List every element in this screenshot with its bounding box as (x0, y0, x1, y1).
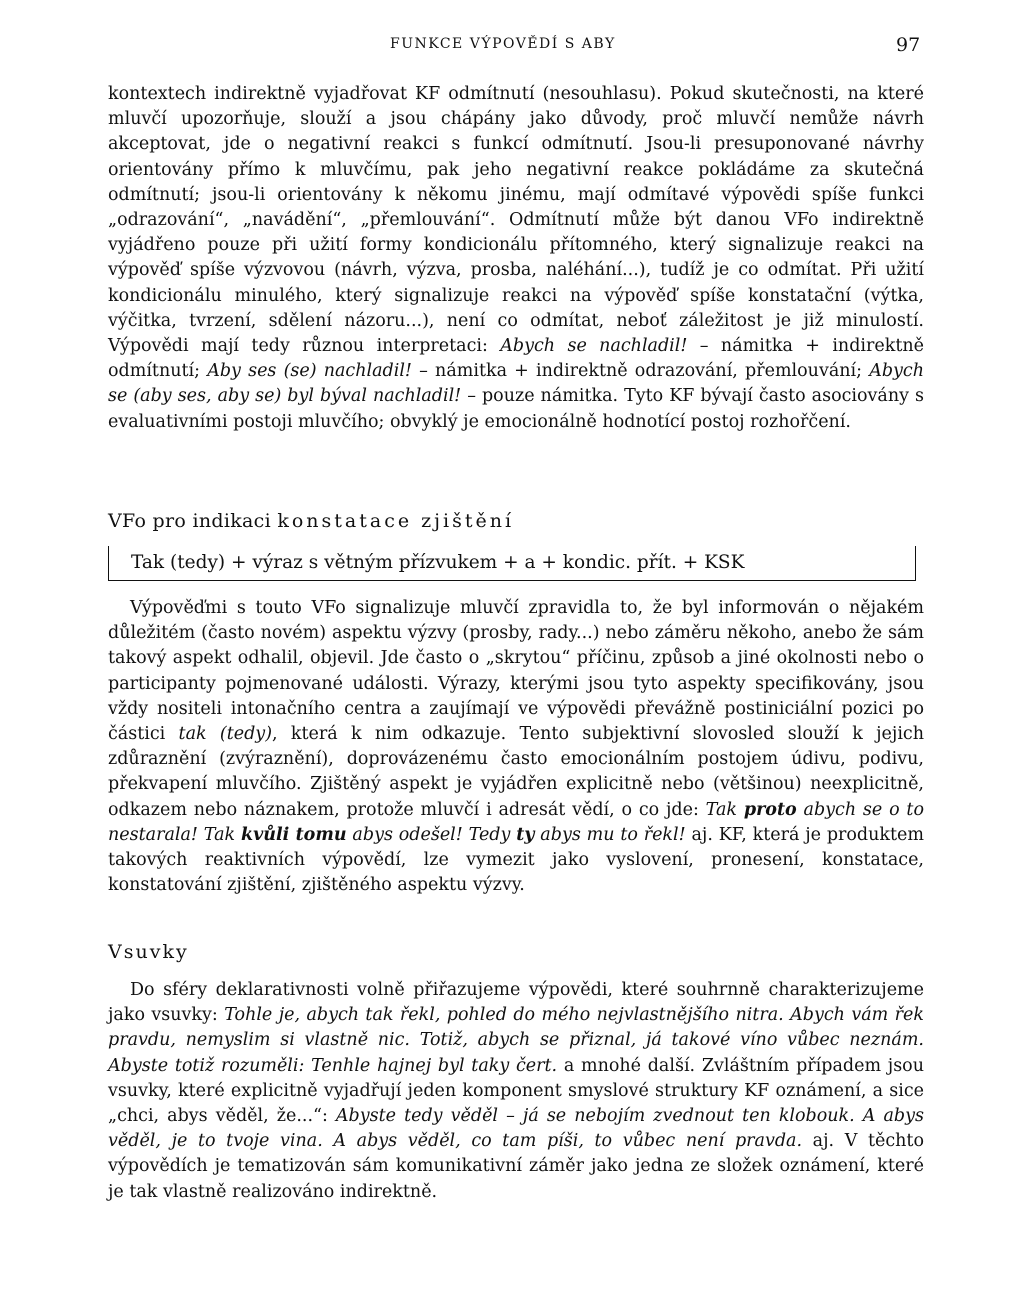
paragraph-3-text: Do sféry deklarativnosti volně přiřazujeme výpovědi, které souhrnně charakterizujeme jako vsuvky: (108, 980, 924, 1026)
running-head (0, 34, 1024, 56)
example-kvuli-tomu: kvůli tomu (240, 824, 347, 845)
vsuvky-examples: Tohle je, abych tak řekl, pohled do mého nejvlastnějšího nitra. Abych vám řek pravdu, nemyslim si vlastně nic. Totiž, abych se přiznal, já takové víno vůbec neznám. Abyste totiž rozuměli: Tenhle hajnej byl taky čert. (108, 1005, 924, 1076)
example-2: Aby ses (se) nachladil! (207, 361, 412, 382)
example-1: Abych se nachladil! (500, 336, 688, 357)
example-proto: proto (743, 799, 797, 820)
section-heading-vsuvky: Vsuvky (108, 941, 189, 963)
example-ty: ty (516, 824, 535, 845)
page-number: 97 (896, 34, 921, 56)
paragraph-1-text: kontextech indirektně vyjadřovat KF odmítnutí (nesouhlasu). Pokud skutečnosti, na které mluvčí upozorňuje, slouží a jsou chápány jako důvody, proč mluvčí nemůže návrh akceptovat, jde o negativní reakci s funkcí odmítnutí. Jsou-li presuponované návrhy orientovány přímo k mluvčímu, pak jeho negativní reakce pokládáme za skutečná odmítnutí; jsou-li orientovány k někomu jinému, mají odmítavé výpovědi spíše funkci „odrazování“, „navádění“, „přemlouvání“. Odmítnutí může být danou VFo indirektně vyjádřeno pouze při užití formy kondicionálu přítomného, který signalizuje reakci na výpověď spíše výzvovou (návrh, výzva, prosba, naléhání...), tudíž je co odmítat. Při užití kondicionálu minulého, který signalizuje reakci na výpověď spíše konstatační (výtka, výčitka, tvrzení, sdělení názoru...), není co odmítat, neboť záležitost je již minulostí. Výpovědi mají tedy různou interpretaci: (108, 84, 924, 357)
section-heading-spaced: konstatace zjištění (277, 510, 515, 532)
paragraph-2-text-3: aj. KF, která je produktem takových reaktivních výpovědí, lze vymezit jako vyslovení, pronesení, konstatace, konstatování zjištění, zjištěného aspektu výzvy. (108, 824, 924, 896)
section-heading-prefix: VFo pro indikaci (108, 510, 278, 532)
example-tak: Tak (705, 799, 744, 820)
example-tedy: abys odešel! Tedy (346, 824, 517, 845)
particle-tak: tak (tedy) (178, 724, 273, 745)
paragraph-3-text-2: a mnohé další. Zvláštním případem jsou vsuvky, které explicitně vyjadřují jeden komponent smyslové struktury KF oznámení, a sice „chci, abys věděl, že...“: (108, 1055, 924, 1127)
vsuvky-examples-2: Abyste tedy věděl – já se nebojím zvednout ten klobouk. A abys věděl, je to tvoje vina. A abys věděl, co tam píši, to vůbec není pravda. (108, 1106, 924, 1152)
section-heading-konstatace (108, 510, 514, 532)
running-title: FUNKCE VÝPOVĚDÍ S ABY (390, 36, 616, 52)
example-tak-2: abych se o to nestarala! Tak (108, 799, 924, 845)
paragraph-2-text-2: , která k nim odkazuje. Tento subjektivní slovosled slouží k jejich zdůraznění (zvýraznění), doprovázenému často emocionálním postojem údivu, podivu, překvapení mluvčího. Zjištěný aspekt je vyjádřen explicitně nebo (většinou) neexplicitně, odkazem nebo náznakem, protože mluvčí i adresát vědí, o co jde: (108, 724, 925, 820)
paragraph-2-text: Výpověďmi s touto VFo signalizuje mluvčí zpravidla to, že byl informován o nějakém důležitém (často novém) aspektu výzvy (prosby, rady...) nebo záměru někoho, anebo že sám takový aspekt odhalil, objevil. Jde často o „skrytou“ příčinu, způsob a jiné okolnosti nebo o participanty pojmenované události. Výrazy, kterými jsou tyto aspekty specifikovány, jsou vždy nositeli intonačního centra a zaujímají ve výpovědi převážně postiniciální pozici po částici (108, 598, 924, 745)
formula-box (108, 546, 916, 581)
paragraph-3 (108, 978, 924, 1205)
formula-text: Tak (tedy) + výraz s větným přízvukem + a + kondic. přít. + KSK (131, 552, 745, 573)
paragraph-1-text-3: – námitka + indirektně odrazování, přemlouvání; (411, 361, 870, 382)
paragraph-1-text-4: – pouze námitka. Tyto KF bývají často asociovány s evaluativními postoji mluvčího; obvyklý je emocionálně hodnotící postoj rozhořčení. (108, 386, 924, 432)
paragraph-2 (108, 596, 924, 898)
paragraph-1-text-2: – námitka + indirektně odmítnutí; (108, 336, 924, 382)
paragraph-3-text-3: aj. V těchto výpovědích je tematizován sám komunikativní záměr jako jedna ze složek oznámení, které je tak vlastně realizováno indirektně. (108, 1131, 924, 1202)
example-3: Abych se (aby ses, aby se) byl býval nachladil! (108, 361, 924, 407)
example-end: abys mu to řekl! (534, 824, 686, 845)
paragraph-1 (108, 82, 924, 435)
